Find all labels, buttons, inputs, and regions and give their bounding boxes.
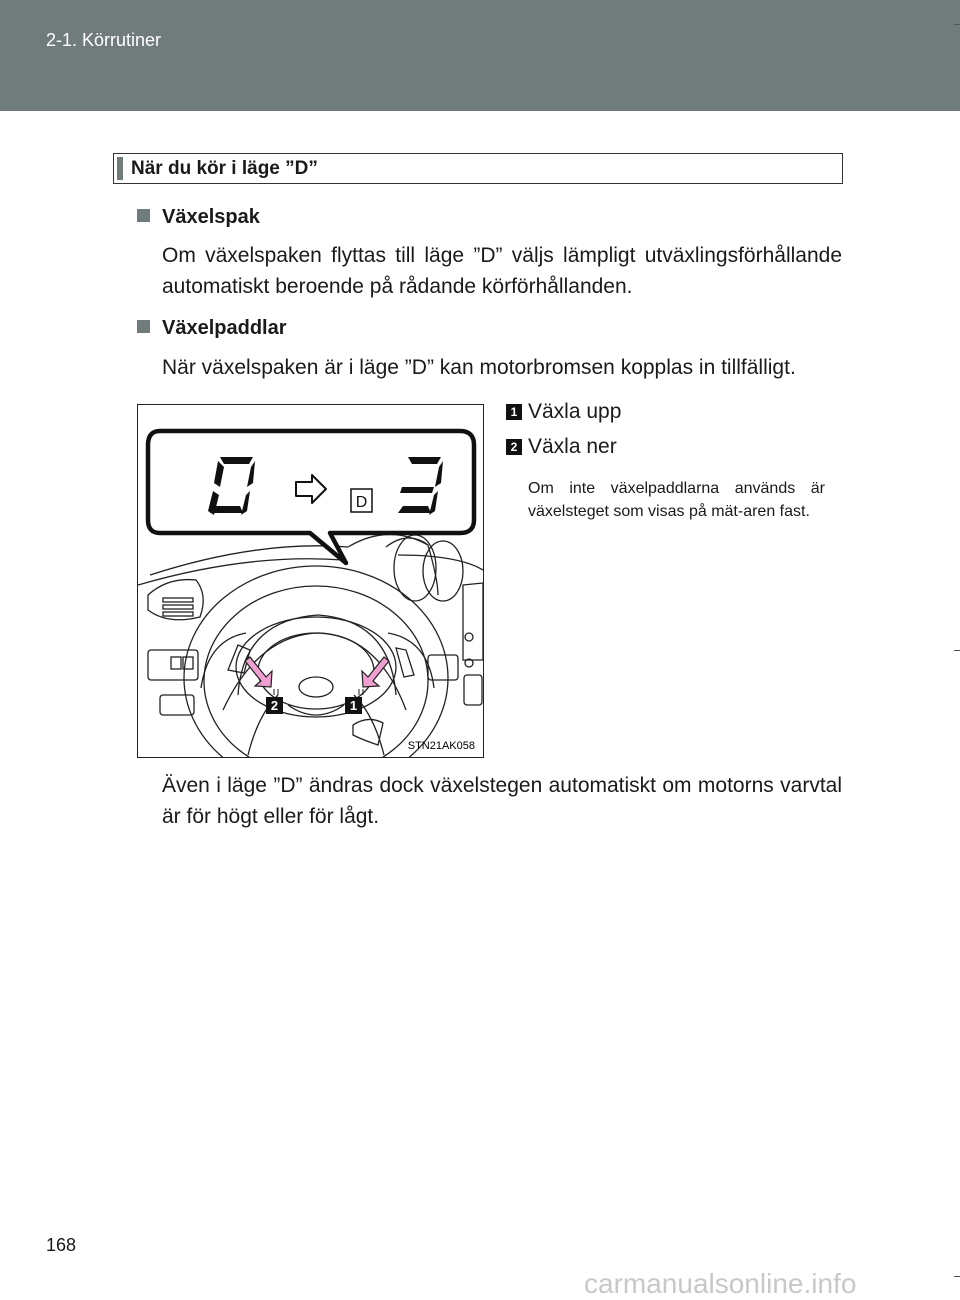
callout-2-number: 2 (270, 698, 279, 713)
d-indicator-label: D (355, 494, 368, 511)
square-bullet-icon (137, 209, 150, 222)
paddles-text: När växelspaken är i läge ”D” kan motorbromsen kopplas in tillfälligt. (162, 356, 796, 379)
legend-item-shift-up: 1 Växla upp (506, 400, 621, 424)
crop-mark-bottom (954, 1276, 960, 1277)
automatic-shift-paragraph: Även i läge ”D” ändras dock växelstegen automatiskt om motorns varvtal är för högt eller för lågt. (162, 774, 842, 828)
figure-note: Om inte växelpaddlarna används är växelsteget som visas på mät-aren fast. (528, 480, 825, 520)
section-heading-box (113, 153, 843, 184)
square-bullet-icon (137, 320, 150, 333)
bullet-heading-gear-lever: Växelspak (137, 206, 260, 229)
section-heading: När du kör i läge ”D” (131, 158, 318, 179)
chapter-title: 2-1. Körrutiner (46, 30, 162, 50)
section-heading-bar (117, 157, 123, 180)
bullet-heading-paddles: Växelpaddlar (137, 317, 287, 340)
gear-lever-text: Om växelspaken flyttas till läge ”D” väljs lämpligt utväxlingsförhållande automatiskt beroende på rådande körförhållanden. (162, 244, 842, 298)
watermark: carmanualsonline.info (584, 1268, 857, 1299)
legend-item-shift-down: 2 Växla ner (506, 435, 617, 459)
steering-wheel-illustration (138, 405, 484, 758)
page-number: 168 (46, 1235, 77, 1255)
callout-1-number: 1 (349, 698, 358, 713)
crop-mark-middle (954, 650, 960, 651)
number-badge: 2 (506, 439, 522, 455)
page-header (0, 0, 960, 111)
figure-code: STN21AK058 (407, 740, 475, 752)
steering-wheel-figure (137, 404, 484, 758)
crop-mark-top (954, 24, 960, 25)
number-badge: 1 (506, 404, 522, 420)
